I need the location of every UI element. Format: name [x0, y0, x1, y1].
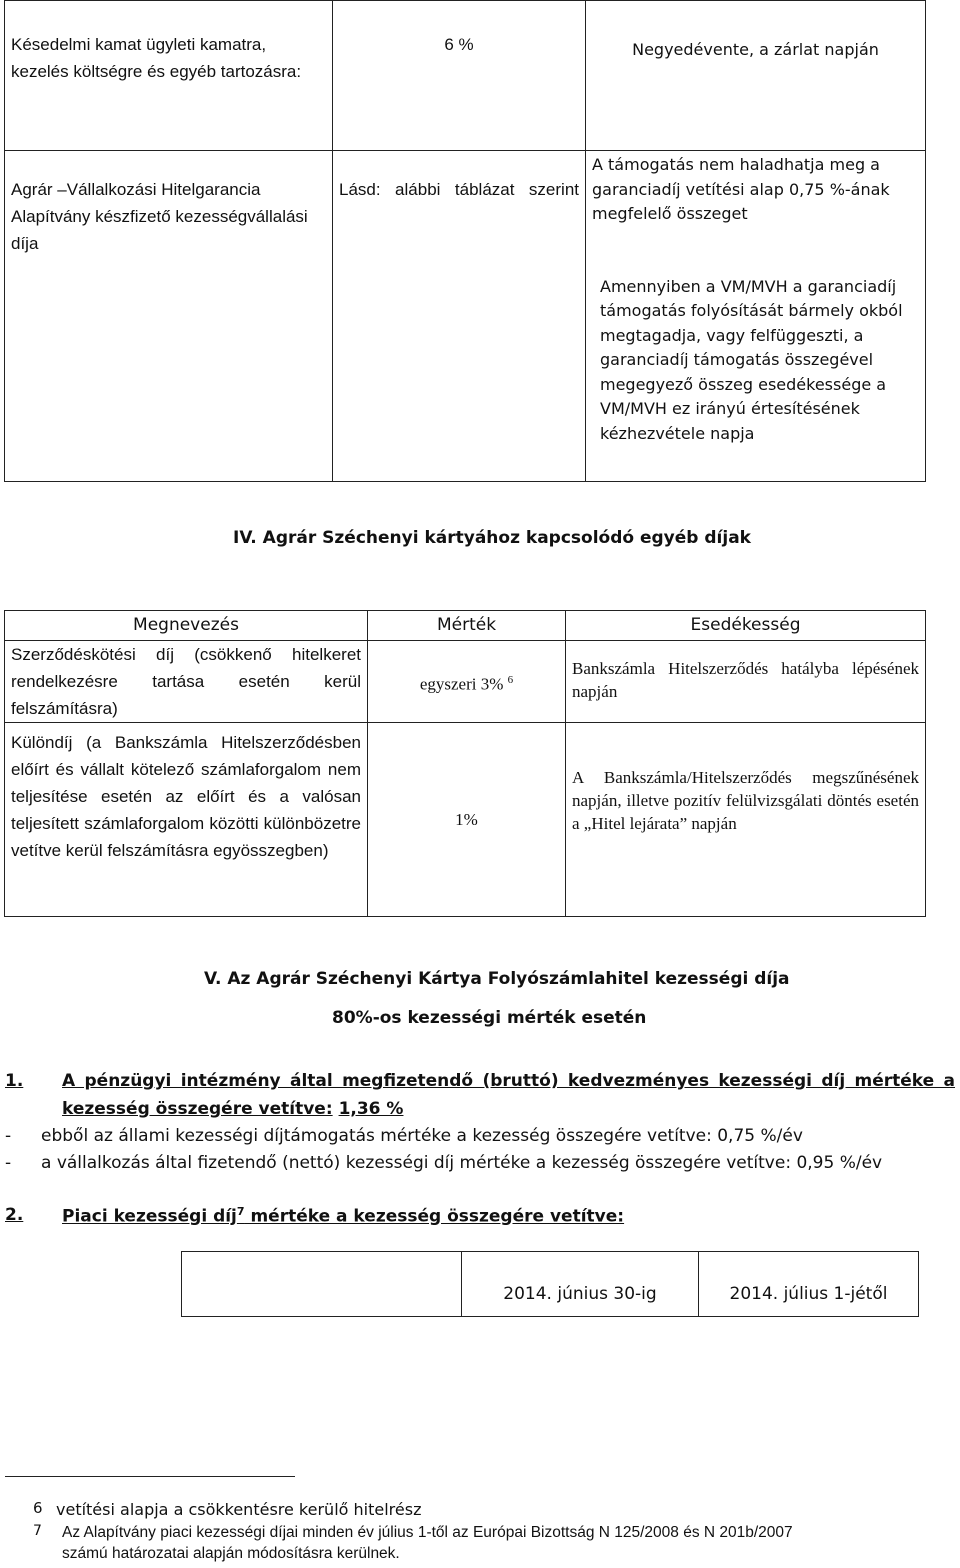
late-interest-rate: 6 % — [333, 1, 586, 151]
special-fee-due: A Bankszámla/Hitelszerződés megszűnésének napján, illetve pozitív felülvizsgálati döntés esetén a „Hitel lejárata” napján — [566, 723, 926, 917]
market-fee-period1: 2014. június 30-ig — [462, 1252, 699, 1317]
footnote-7-line1: Az Alapítvány piaci kezességi díjai minden év július 1-től az Európai Bizottság N 125/2008 és N 201b/2007 — [62, 1524, 793, 1541]
market-fee-period2: 2014. július 1-jétől — [699, 1252, 919, 1317]
market-fee-empty-cell — [182, 1252, 462, 1317]
col-header-rate: Mérték — [368, 611, 566, 641]
footnote-7-number: 7 — [33, 1523, 42, 1539]
fees-table — [4, 0, 926, 482]
point1-title-line1: A pénzügyi intézmény által megfizetendő (bruttó) kedvezményes kezességi díj mértéke a — [62, 1071, 955, 1091]
footnote-separator — [5, 1476, 295, 1477]
guarantee-fee-rate: Lásd: alábbi táblázat szerint — [333, 151, 586, 482]
section-iv-heading: IV. Agrár Széchenyi kártyához kapcsolódó egyéb díjak — [233, 528, 751, 548]
bullet-dash: - — [5, 1153, 12, 1173]
other-fees-table — [4, 610, 926, 917]
point2-number: 2. — [5, 1205, 24, 1225]
footnote-6-number: 6 — [33, 1499, 43, 1517]
section-v-subheading: 80%-os kezességi mérték esetén — [332, 1008, 647, 1028]
special-fee-rate: 1% — [368, 723, 566, 917]
late-interest-label: Késedelmi kamat ügyleti kamatra, kezelés költségre és egyéb tartozásra: — [5, 1, 333, 151]
contract-fee-label: Szerződéskötési díj (csökkenő hitelkeret rendelkezésre tartása esetén kerül felszámításra) — [5, 641, 368, 723]
market-fee-table — [181, 1251, 919, 1317]
contract-fee-due: Bankszámla Hitelszerződés hatályba lépésének napján — [566, 641, 926, 723]
col-header-name: Megnevezés — [5, 611, 368, 641]
special-fee-label: Különdíj (a Bankszámla Hitelszerződésben előírt és vállalt kötelező számlaforgalom nem teljesítése esetén az előírt és a valósan teljesített számlaforgalom közötti különbözetre vetítve kerül felszámításra egyösszegben) — [5, 723, 368, 917]
point1-bullet2: a vállalkozás által fizetendő (nettó) kezességi díj mértéke a kezesség összegére vetítve: 0,95 %/év — [41, 1153, 883, 1173]
footnote-7-line2: számú határozatai alapján módosításra kerülnek. — [62, 1545, 400, 1562]
guarantee-fee-due: A támogatás nem haladhatja meg a garanciadíj vetítési alap 0,75 %-ának megfelelő összeget Amennyiben a VM/MVH a garanciadíj támogatás folyósítását bármely okból megtagadja, vagy felfüggeszti, a garanciadíj támogatás összegével megegyező összeg esedékessége a VM/MVH ez irányú értesítésének kézhezvétele napja — [586, 151, 926, 482]
point1-number: 1. — [5, 1071, 24, 1091]
col-header-due: Esedékesség — [566, 611, 926, 641]
guarantee-fee-label: Agrár –Vállalkozási Hitelgarancia Alapítvány készfizető kezességvállalási díja — [5, 151, 333, 482]
point1-title-line2: kezesség összegére vetítve: 1,36 % — [62, 1099, 404, 1119]
bullet-dash: - — [5, 1126, 12, 1146]
contract-fee-rate: egyszeri 3% $^6$ — [368, 641, 566, 723]
section-v-heading: V. Az Agrár Széchenyi Kártya Folyószámlahitel kezességi díja — [204, 969, 790, 989]
footnote-6-text: vetítési alapja a csökkentésre kerülő hitelrész — [56, 1500, 422, 1519]
point2-title: Piaci kezességi díj$^7$ mértéke a kezesség összegére vetítve: — [62, 1205, 625, 1227]
late-interest-due: Negyedévente, a zárlat napján — [586, 1, 926, 151]
point1-bullet1: ebből az állami kezességi díjtámogatás mértéke a kezesség összegére vetítve: 0,75 %/év — [41, 1126, 803, 1146]
